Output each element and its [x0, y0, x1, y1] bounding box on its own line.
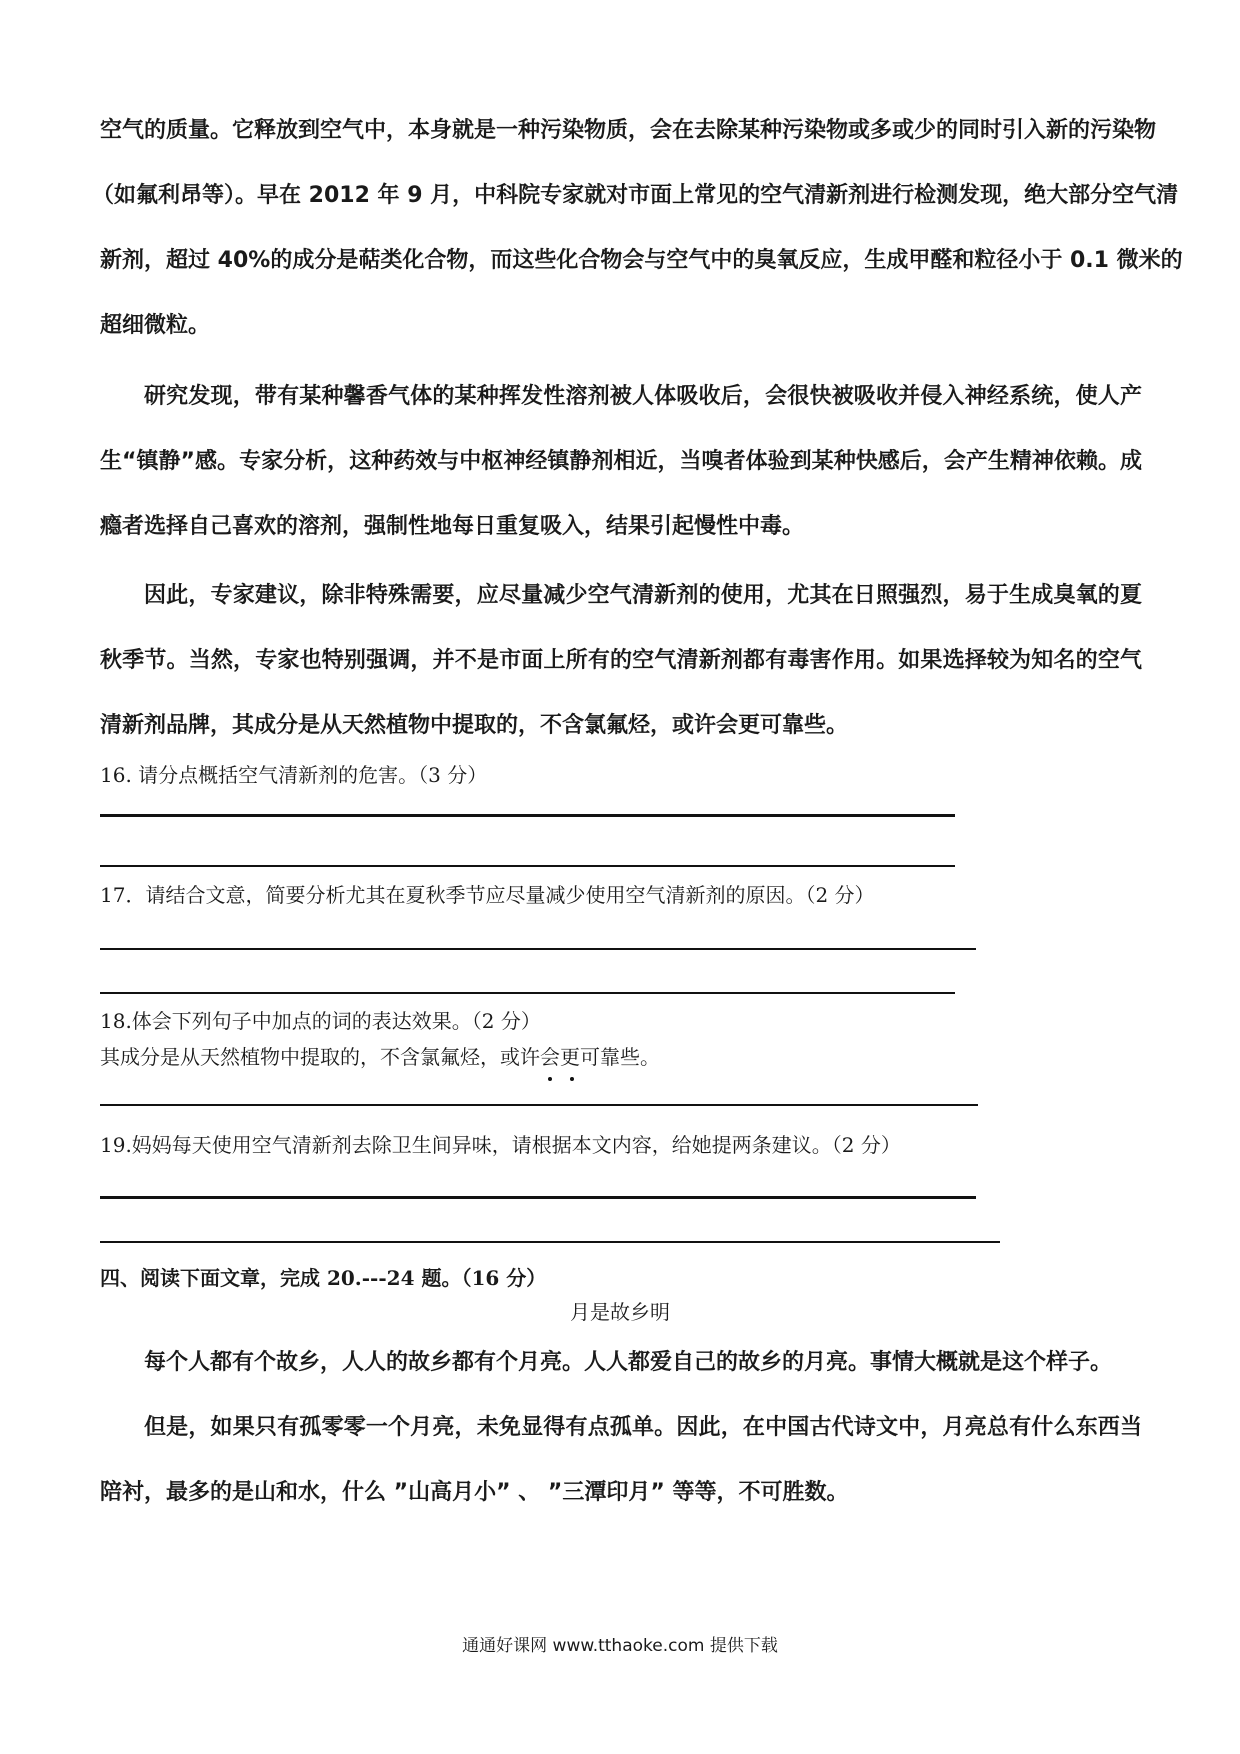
- paragraph-line: 空气的质量。它释放到空气中，本身就是一种污染物质，会在去除某种污染物或多或少的同时引入新的污染物: [100, 118, 1157, 143]
- paragraph-line: 超细微粒。: [100, 313, 211, 338]
- article-title: 月是故乡明: [570, 1300, 670, 1324]
- answer-line-19a[interactable]: [100, 1196, 976, 1199]
- paragraph-line: （如氟利昂等）。早在 2012 年 9 月，中科院专家就对市面上常见的空气清新剂进行检测发现，绝大部分空气清: [92, 183, 1179, 208]
- question-19: 19.妈妈每天使用空气清新剂去除卫生间异味，请根据本文内容，给她提两条建议。（2 分）: [100, 1133, 901, 1157]
- article-2-paragraph-1: 每个人都有个故乡，人人的故乡都有个月亮。人人都爱自己的故乡的月亮。事情大概就是这个样子。: [144, 1350, 1113, 1375]
- section-heading: 四、阅读下面文章，完成 20.---24 题。（16 分）: [100, 1266, 547, 1290]
- paragraph-line: 新剂，超过 40%的成分是萜类化合物，而这些化合物会与空气中的臭氧反应，生成甲醛和粒径小于 0.1 微米的: [100, 248, 1183, 273]
- article-paragraph-2: 研究发现，带有某种馨香气体的某种挥发性溶剂被人体吸收后，会很快被吸收并侵入神经系统，使人产生“镇静”感。专家分析，这种药效与中枢神经镇静剂相近，当嗅者体验到某种快感后，会产生精神依赖。成瘾者选择自己喜欢的溶剂，强制性地每日重复吸入，结果引起慢性中毒。: [100, 384, 1142, 539]
- emphasis-dot: [570, 1077, 574, 1081]
- question-17: 17．请结合文意，简要分析尤其在夏秋季节应尽量减少使用空气清新剂的原因。（2 分）: [100, 883, 875, 907]
- answer-line-19b[interactable]: [100, 1241, 1000, 1243]
- article-2-paragraph-2: 但是，如果只有孤零零一个月亮，未免显得有点孤单。因此，在中国古代诗文中，月亮总有什么东西当陪衬，最多的是山和水，什么 ”山高月小” 、 ”三潭印月” 等等，不可胜数。: [100, 1415, 1142, 1505]
- answer-line-17a[interactable]: [100, 948, 976, 950]
- question-16: 16. 请分点概括空气清新剂的危害。（3 分）: [100, 763, 488, 787]
- answer-line-16b[interactable]: [100, 865, 955, 867]
- question-18-sentence: 其成分是从天然植物中提取的，不含氯氟烃，或许会更可靠些。: [100, 1045, 660, 1069]
- question-18: 18.体会下列句子中加点的词的表达效果。（2 分）: [100, 1009, 541, 1033]
- answer-line-16a[interactable]: [100, 814, 955, 817]
- answer-line-18[interactable]: [100, 1104, 978, 1106]
- article-paragraph-3: 因此，专家建议，除非特殊需要，应尽量减少空气清新剂的使用，尤其在日照强烈，易于生成臭氧的夏秋季节。当然，专家也特别强调，并不是市面上所有的空气清新剂都有毒害作用。如果选择较为知名的空气清新剂品牌，其成分是从天然植物中提取的，不含氯氟烃，或许会更可靠些。: [100, 583, 1142, 738]
- article-paragraph-1: [92, 98, 1183, 358]
- emphasis-dot: [548, 1077, 552, 1081]
- page-footer: 通通好课网 www.tthaoke.com 提供下载: [462, 1636, 778, 1656]
- answer-line-17b[interactable]: [100, 992, 955, 994]
